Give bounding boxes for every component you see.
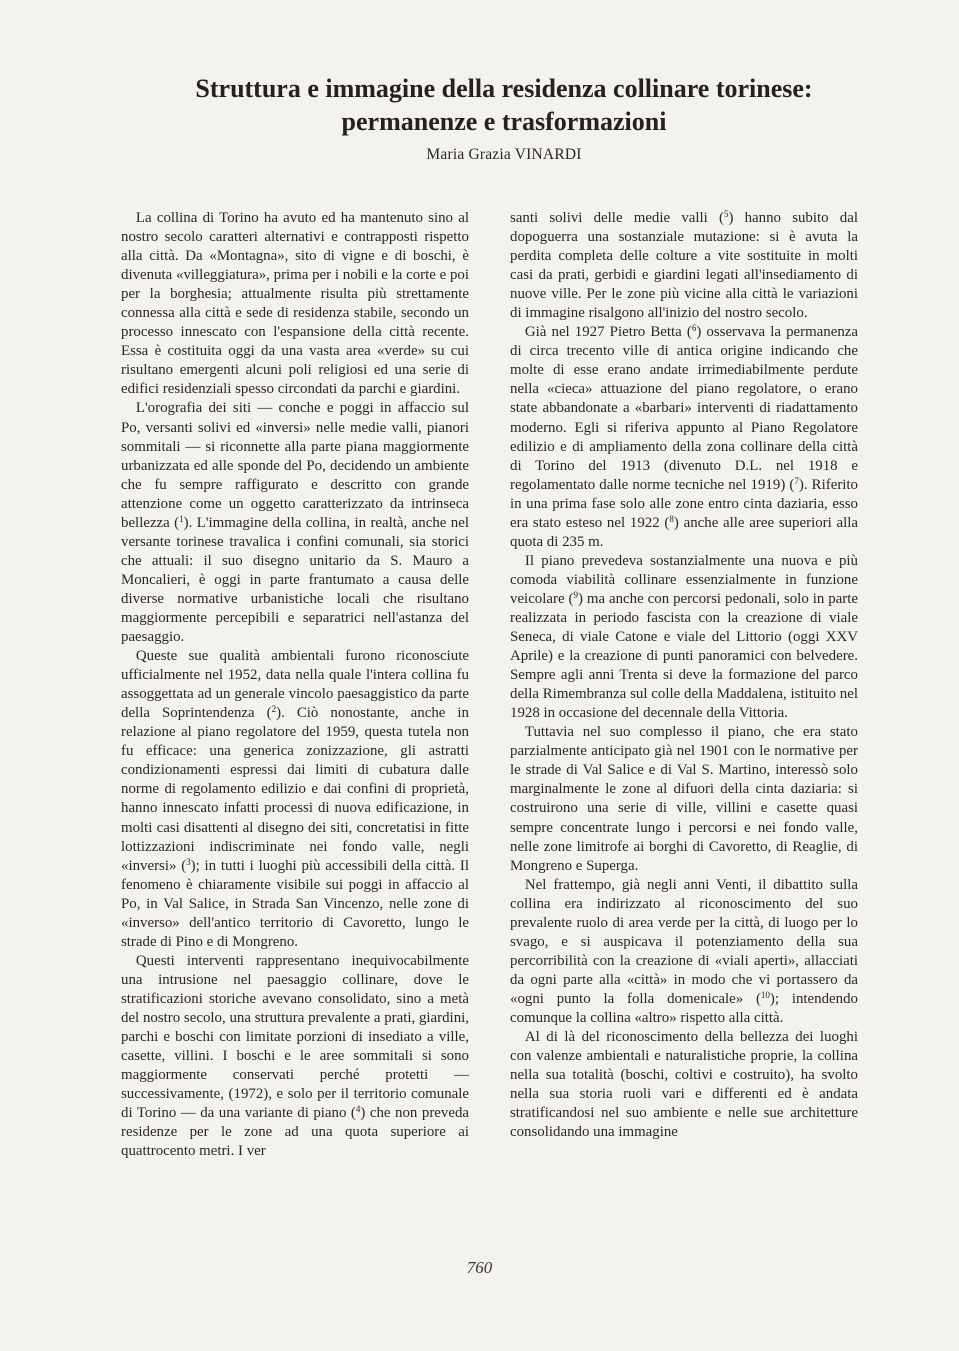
footnote-ref[interactable]: 2 [271, 704, 277, 715]
page-number: 760 [466, 1258, 493, 1277]
body-paragraph [510, 723, 858, 875]
text-run: ) hanno subito dal dopoguerra una sostanziale mutazione: si è avuta la perdita completa delle colture a vite sostituite in molti casi da prati, gerbidi e giardini legati all'insediamento di nuove ville. Per le zone più vicine alla città le variazioni di immagine risalgono all'inizio del nostro secolo. [510, 210, 858, 322]
body-paragraph [121, 209, 469, 399]
text-run: Questi interventi rappresentano inequivocabilmente una intrusione nel paesaggio collinare, dove le stratificazioni storiche avevano consolidato, sino a metà del nostro secolo, una struttura prevalente a prati, giardini, parchi e boschi con limitate porzioni di insediato a ville, casette, villini. I boschi e le aree sommitali si sono maggiormente conservati perché protetti — successivamente, (1972), e solo per il territorio comunale di Torino — da una variante di piano ( [121, 952, 469, 1122]
text-run: Queste sue qualità ambientali furono riconosciute ufficialmente nel 1952, data nella quale l'intera collina fu assoggettata ad un generale vincolo paesaggistico da parte della Soprintendenza ( [121, 648, 469, 722]
footnote-ref[interactable]: 6 [691, 323, 697, 334]
body-paragraph [510, 552, 858, 723]
footnote-ref[interactable]: 3 [186, 856, 191, 867]
footnote-ref[interactable]: 9 [573, 589, 578, 600]
text-run: La collina di Torino ha avuto ed ha mantenuto sino al nostro secolo caratteri alternativi e contrapposti rispetto alla città. Da «Montagna», sito di vigne e di boschi, è divenuta «villeggiatura», prima per i nobili e la corte e poi per la borghesia; attualmente risulta più strettamente connessa alla città e sede di residenza stabile, secondo un processo innescato con l'espansione della città recente. Essa è costituita oggi da una vasta area «verde» su cui risultano emergenti alcuni poli religiosi ed una serie di edifici residenziali spesso circondati da parchi e giardini. [121, 210, 469, 398]
title-line-1: Struttura e immagine della residenza collinare torinese: [195, 74, 813, 103]
text-run: ). Ciò nonostante, anche in relazione al piano regolatore del 1959, questa tutela non fu efficace: una generica zonizzazione, gli astratti condizionamenti espressi dai limiti di cubatura dalle norme di regolamento edilizio e dai confini di proprietà, hanno innescato infatti processi di nuova edificazione, in molti casi disattenti al disegno dei siti, concretatisi in fitte lottizzazioni indiscriminate nei fondo valle, negli «inversi» ( [121, 705, 470, 874]
text-run: ); in tutti i luoghi più accessibili della città. Il fenomeno è chiaramente visibile sui poggi in affaccio al Po, in Val Salice, in Strada San Vincenzo, nelle zone di «inverso» dell'antico territorio di Cavoretto, lungo le strade di Pino e di Mongreno. [121, 857, 469, 950]
right-text-column [510, 209, 858, 1142]
article-title [120, 72, 888, 138]
text-run: Al di là del riconoscimento della bellezza dei luoghi con valenze ambientali e naturalistiche proprie, la collina nella sua totalità (boschi, coltivi e costruito), ha svolto nella sua storia ruoli vari e differenti ed è andata stratificandosi nel suo ambiente e nelle sue architetture consolidando una immagine [510, 1029, 858, 1141]
body-paragraph [510, 323, 858, 552]
footnote-ref[interactable]: 8 [669, 513, 674, 524]
footnote-ref[interactable]: 1 [179, 513, 184, 524]
text-run: ). Riferito in una prima fase solo alle zone entro cinta daziaria, esso era stato esteso nel 1922 ( [510, 476, 858, 531]
text-run: ). L'immagine della collina, in realtà, anche nel versante torinese travalica i confini comunali, sia storici che attuali: il suo disegno unitario da S. Mauro a Moncalieri, è oggi in parte frantumato a causa delle diverse normative urbanistiche locali che risultano maggiormente percepibili e separatrici nell'astanza del paesaggio. [121, 514, 469, 646]
body-paragraph [510, 876, 858, 1028]
body-paragraph [121, 647, 469, 952]
footnote-ref[interactable]: 5 [723, 209, 729, 219]
text-run: ) osservava la permanenza di circa trecento ville di antica origine indicando che molte di esse erano andate irrimediabilmente perdute nella «cieca» attuazione del piano regolatore, o erano state abbandonate a «barbari» interventi di riadattamento moderno. Egli si riferiva appunto al Piano Regolatore edilizio e di ampliamento della zona collinare della città di Torino del 1913 (divenuto D.L. nel 1918 e regolamentato dalle norme tecniche nel 1919) ( [510, 324, 858, 493]
body-paragraph [510, 209, 858, 323]
footnote-ref[interactable]: 7 [794, 475, 799, 486]
left-text-column [121, 209, 469, 1161]
footnote-ref[interactable]: 4 [355, 1104, 361, 1115]
text-run: Il piano prevedeva sostanzialmente una nuova e più comoda viabilità collinare essenzialmente in funzione veicolare ( [510, 552, 858, 607]
text-run: ) ma anche con percorsi pedonali, solo in parte realizzata in periodo fascista con la creazione di viale Seneca, di viale Catone e viale del Littorio (oggi XXV Aprile) e la creazione di punti panoramici con belvedere. Sempre agli anni Trenta si deve la formazione del parco della Rimembranza sul colle della Maddalena, istituito nel 1928 in occasione del decennale della Vittoria. [510, 590, 858, 722]
text-run: santi solivi delle medie valli ( [510, 210, 724, 226]
author-name: Maria Grazia VINARDI [426, 146, 582, 163]
text-run: Già nel 1927 Pietro Betta ( [524, 324, 692, 341]
text-run: L'orografia dei siti — conche e poggi in affaccio sul Po, versanti solivi ed «inversi» nelle medie valli, pianori sommitali — si riconnette alla parte piana maggiormente urbanizzata ed alle sponde del Po, decidendo un ambiente che fu sempre raffigurato e descritto con grande attenzione come un oggetto caratterizzato da intrinseca bellezza ( [121, 400, 469, 531]
title-line-2: permanenze e trasformazioni [341, 107, 667, 136]
footnote-ref[interactable]: 10 [760, 989, 770, 1000]
text-run: ); intendendo comunque la collina «altro» rispetto alla città. [510, 990, 858, 1026]
body-paragraph [121, 952, 469, 1162]
body-paragraph [121, 399, 469, 647]
text-run: Tuttavia nel suo complesso il piano, che era stato parzialmente anticipato già nel 1901 con le normative per le strade di Val Salice e di Val S. Martino, interessò solo marginalmente le zone al difuori della cinta daziaria: si costruirono una serie di ville, villini e casette quasi sempre concentrate lungo i percorsi e nei fondo valle, nelle zone limitrofe ai borghi di Cavoretto, di Reaglie, di Mongreno e Superga. [510, 724, 858, 874]
text-run: ) anche alle aree superiori alla quota di 235 m. [510, 514, 858, 550]
text-run: ) che non preveda residenze per le zone ad una quota superiore ai quattrocento metri. I ver [121, 1105, 469, 1160]
text-run: Nel frattempo, già negli anni Venti, il dibattito sulla collina era indirizzato al riconoscimento del suo prevalente ruolo di area verde per la città, di luogo per lo svago, e si auspicava il potenziamento della sua percorribilità con la creazione di «viali aperti», allacciati da ogni parte alla «città» in modo che vi portassero da «ogni punto la folla domenicale» ( [510, 876, 858, 1007]
article-header [120, 72, 888, 165]
body-paragraph [510, 1028, 858, 1142]
